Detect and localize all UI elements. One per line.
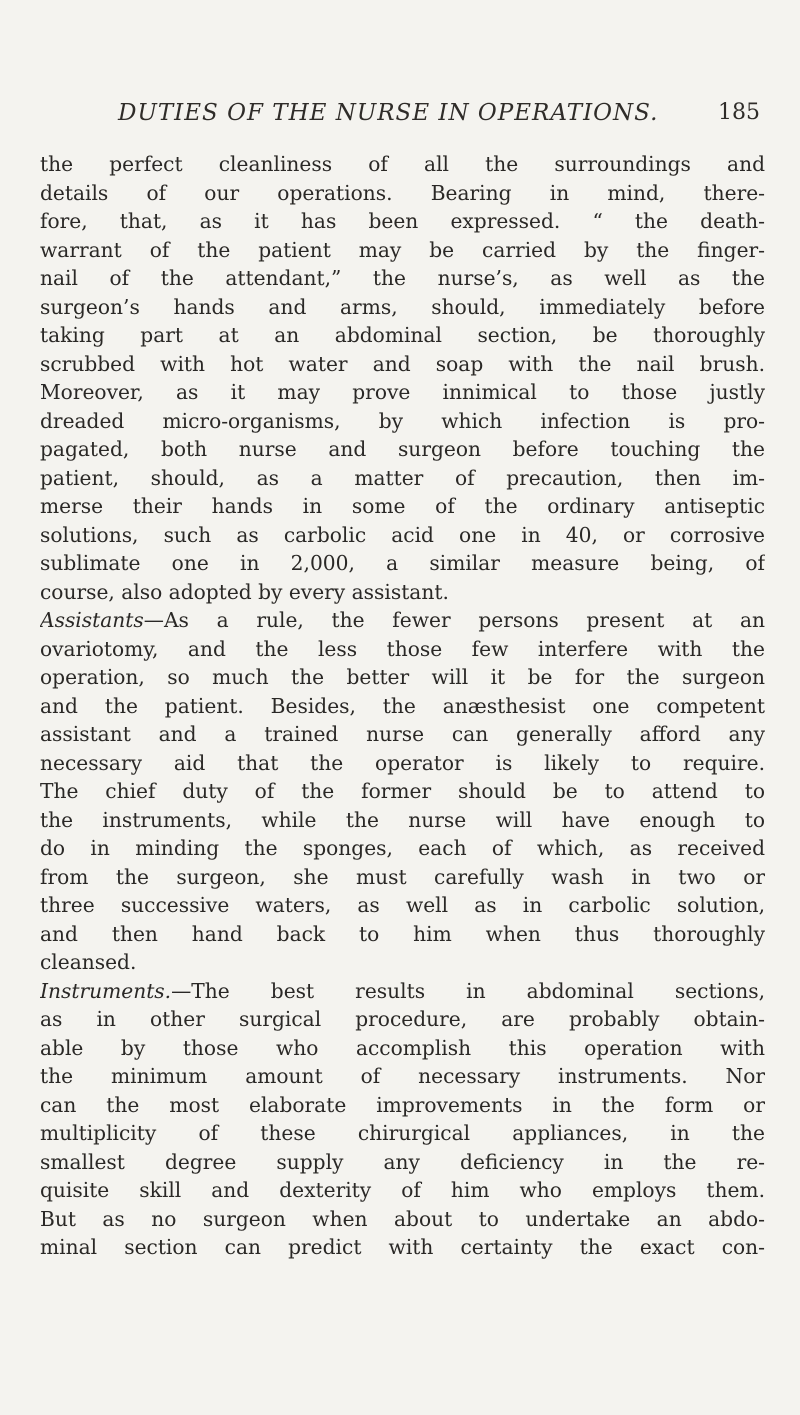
text-line: solutions, such as carbolic acid one in 40, or corrosive — [40, 522, 765, 547]
text-line: assistant and a trained nurse can generally afford any — [40, 722, 765, 746]
text-line: minal section can predict with certainty the exact con- — [40, 1235, 765, 1259]
text-line: taking part at an abdominal section, be thoroughly — [40, 323, 765, 347]
text-line: as in other surgical procedure, are probably obtain- — [40, 1007, 765, 1031]
text-line: Moreover, as it may prove innimical to those justly — [40, 380, 765, 404]
text-line: quisite skill and dexterity of him who employs them. — [40, 1178, 765, 1202]
text-line: necessary aid that the operator is likely to require. — [40, 750, 765, 775]
assistants-first-line-text: —As a rule, the fewer persons present at an — [143, 608, 765, 632]
text-line: dreaded micro-organisms, by which infection is pro- — [40, 408, 765, 433]
text-line: merse their hands in some of the ordinary antiseptic — [40, 494, 765, 518]
text-line: and then hand back to him when thus thoroughly — [40, 921, 765, 946]
text-line: the instruments, while the nurse will have enough to — [40, 807, 765, 832]
text-line: three successive waters, as well as in carbolic solution, — [40, 893, 765, 917]
text-line: multiplicity of these chirurgical appliances, in the — [40, 1121, 765, 1145]
text-line: surgeon’s hands and arms, should, immediately before — [40, 294, 765, 319]
text-line: The chief duty of the former should be to attend to — [40, 779, 765, 803]
text-line: able by those who accomplish this operation with — [40, 1035, 765, 1060]
page-number: 185 — [718, 100, 760, 125]
assistants-heading: Assistants — [40, 608, 144, 632]
text-line: fore, that, as it has been expressed. “ the death- — [40, 209, 765, 233]
text-line: operation, so much the better will it be for the surgeon — [40, 665, 765, 689]
text-line: ovariotomy, and the less those few interfere with the — [40, 636, 765, 661]
text-line: patient, should, as a matter of precaution, then im- — [40, 465, 765, 490]
running-head — [110, 100, 770, 140]
running-title: DUTIES OF THE NURSE IN OPERATIONS. — [118, 100, 659, 126]
instruments-first-line — [40, 977, 765, 1006]
text-line: do in minding the sponges, each of which, as received — [40, 836, 765, 860]
text-line: the minimum amount of necessary instruments. Nor — [40, 1064, 765, 1088]
text-line: nail of the attendant,” the nurse’s, as well as the — [40, 266, 765, 290]
text-line: the perfect cleanliness of all the surroundings and — [40, 152, 765, 176]
instruments-first-line-text: —The best results in abdominal sections, — [171, 978, 765, 1003]
text-line: course, also adopted by every assistant. — [40, 579, 449, 604]
text-line: smallest degree supply any deficiency in the re- — [40, 1149, 765, 1174]
text-line: But as no surgeon when about to undertake an abdo- — [40, 1206, 765, 1231]
body-text — [40, 150, 765, 1262]
text-line: details of our operations. Bearing in mind, there- — [40, 180, 765, 205]
text-line: warrant of the patient may be carried by the finger- — [40, 237, 765, 262]
assistants-first-line — [40, 606, 765, 635]
text-line: can the most elaborate improvements in the form or — [40, 1092, 765, 1117]
text-line: cleansed. — [40, 950, 137, 974]
text-line: and the patient. Besides, the anæsthesist one competent — [40, 693, 765, 718]
text-line: pagated, both nurse and surgeon before touching the — [40, 437, 765, 461]
text-line: sublimate one in 2,000, a similar measure being, of — [40, 551, 765, 575]
text-line: from the surgeon, she must carefully wash in two or — [40, 864, 765, 889]
instruments-heading: Instruments. — [40, 978, 172, 1003]
text-line: scrubbed with hot water and soap with the nail brush. — [40, 351, 765, 376]
